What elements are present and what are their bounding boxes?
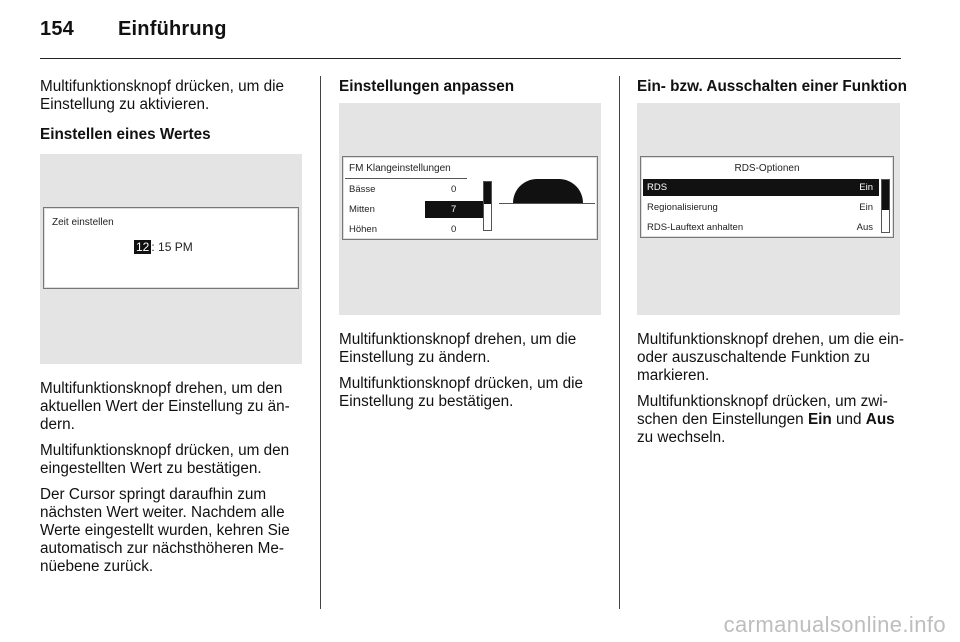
fm-sound-figure <box>339 103 601 315</box>
page-title: Einführung <box>118 18 227 40</box>
section-heading-toggle: Ein- bzw. Ausschalten einer Funktion <box>637 78 907 95</box>
row-value: Aus <box>856 222 873 233</box>
setting-row-mid <box>345 201 465 218</box>
paragraph-turn-knob: Multifunktionsknopf drehen, um die ein- oder auszuschaltende Funktion zu markieren. <box>637 331 904 384</box>
row-label: Regionalisierung <box>647 202 718 213</box>
row-label: Bässe <box>349 184 376 195</box>
page-header <box>40 18 227 41</box>
scrollbar <box>483 181 492 231</box>
column-1-body <box>40 380 305 584</box>
keyword-off: Aus <box>865 411 895 428</box>
paragraph-press-knob: Multifunktionsknopf drücken, um den eingestellten Wert zu bestätigen. <box>40 442 290 477</box>
paragraph-turn-knob: Multifunktionsknopf drehen, um den aktuellen Wert der Einstellung zu än-dern. <box>40 380 290 433</box>
eq-baseline <box>499 203 595 204</box>
paragraph-press-knob: Multifunktionsknopf drücken, um die Einstellung zu bestätigen. <box>339 375 584 410</box>
option-row-rds <box>643 179 879 196</box>
column-2-body <box>339 331 604 419</box>
row-value: Ein <box>859 202 873 213</box>
text-run: Multifunktionsknopf drücken, um zwi-schen den Einstellungen <box>637 393 888 428</box>
hour-field: 12 <box>136 240 150 254</box>
setting-row-bass <box>345 181 465 198</box>
time-remainder: : 15 PM <box>151 240 193 254</box>
column-divider-2 <box>619 76 620 609</box>
row-value: 0 <box>451 184 457 195</box>
intro-text: Multifunktionsknopf drücken, um die Einstellung zu aktivieren. <box>40 78 285 113</box>
text-run: zu wechseln. <box>637 429 726 446</box>
eq-curve <box>513 179 583 203</box>
time-setting-figure <box>40 154 302 364</box>
rds-options-screen <box>640 156 894 238</box>
row-label: RDS-Lauftext anhalten <box>647 222 744 233</box>
column-3-body <box>637 331 909 455</box>
fm-sound-screen <box>342 156 598 240</box>
section-heading-value: Einstellen eines Wertes <box>40 126 211 143</box>
keyword-on: Ein <box>807 411 832 428</box>
paragraph-press-knob <box>637 393 909 447</box>
header-rule <box>40 58 901 59</box>
column-divider-1 <box>320 76 321 609</box>
paragraph-cursor: Der Cursor springt daraufhin zum nächsten Wert weiter. Nachdem alle Werte eingestellt wurden, kehren Sie automatisch zur nächsthöheren Me-nüebene zurück. <box>40 486 290 575</box>
row-label: Mitten <box>349 204 375 215</box>
time-setting-screen <box>43 207 299 289</box>
row-value: 7 <box>451 204 457 215</box>
option-row-regional <box>643 199 879 216</box>
row-value: 0 <box>451 224 457 235</box>
screen-title: Zeit einstellen <box>52 217 114 228</box>
screen-title: FM Klangeinstellungen <box>349 163 451 174</box>
scrollbar-thumb <box>882 180 889 210</box>
time-value <box>134 240 193 254</box>
title-underline <box>345 178 467 179</box>
row-label: Höhen <box>349 224 377 235</box>
watermark: carmanualsonline.info <box>723 612 946 637</box>
column-1 <box>40 78 305 159</box>
option-row-radiotext <box>643 219 879 236</box>
scrollbar <box>881 179 890 233</box>
rds-options-figure <box>637 103 900 315</box>
row-value: Ein <box>859 182 873 193</box>
paragraph-turn-knob: Multifunktionsknopf drehen, um die Einstellung zu ändern. <box>339 331 577 366</box>
scrollbar-thumb <box>484 182 491 204</box>
setting-row-treble <box>345 221 465 238</box>
page-number: 154 <box>40 18 74 40</box>
text-run: und <box>831 411 866 428</box>
row-label: RDS <box>647 182 668 193</box>
section-heading-settings: Einstellungen anpassen <box>339 78 515 95</box>
screen-title: RDS-Optionen <box>734 163 800 174</box>
